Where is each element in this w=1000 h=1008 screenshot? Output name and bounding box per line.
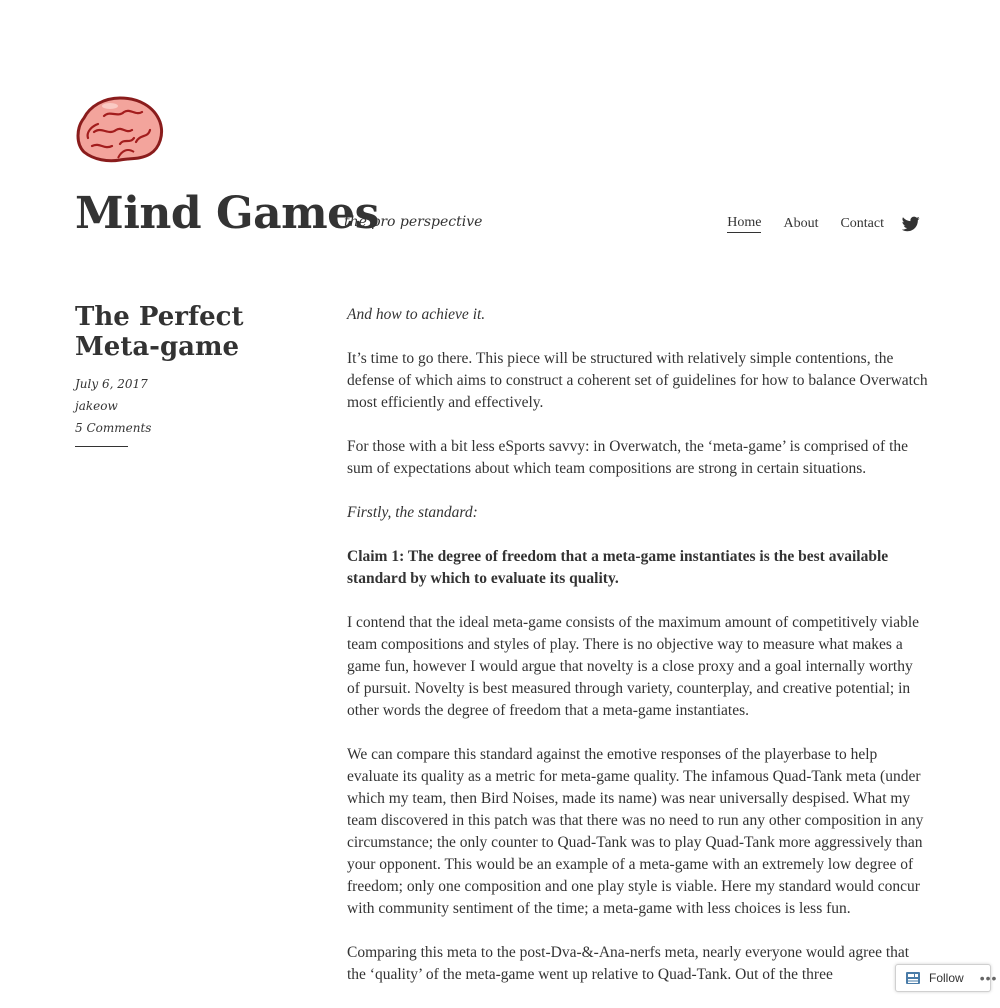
follow-button[interactable] <box>905 971 964 985</box>
post-paragraph: Firstly, the standard: <box>347 504 478 521</box>
site-tagline: the pro perspective <box>344 214 483 230</box>
post-claim: Claim 1: The degree of freedom that a meta-game instantiates is the best available standard by which to evaluate its quality. <box>347 548 889 587</box>
nav-item-contact[interactable]: Contact <box>840 216 884 231</box>
post-comments-link[interactable]: 5 Comments <box>75 421 152 435</box>
post-title-line1[interactable]: The Perfect <box>75 302 244 332</box>
post-title-line2[interactable]: Meta-game <box>75 332 240 362</box>
post-date[interactable]: July 6, 2017 <box>75 377 148 391</box>
post-paragraph: For those with a bit less eSports savvy: in Overwatch, the ‘meta-game’ is comprised of the sum of expectations about which team compositions are strong in certain situations. <box>347 438 909 477</box>
post-content <box>347 304 929 1008</box>
follow-widget <box>895 964 998 992</box>
post-paragraph: We can compare this standard against the emotive responses of the playerbase to help evaluate its quality as a metric for meta-game quality. The infamous Quad-Tank meta (under which my team, then Bird Noises, made its name) was near universally despised. What my team discovered in this patch was that there was no need to run any other composition in any circumstance; the only counter to Quad-Tank was to play Quad-Tank more aggressively than your opponent. This would be an example of a meta-game with an extremely low degree of freedom; only one composition and one play style is viable. Here my standard would concur with community sentiment of the time; a meta-game with less choices is less fun. <box>347 746 924 917</box>
nav-item-about[interactable]: About <box>783 216 819 231</box>
post-author[interactable]: jakeow <box>75 399 118 413</box>
reader-icon <box>905 971 921 985</box>
post-title[interactable] <box>75 302 315 362</box>
follow-label: Follow <box>929 971 964 985</box>
entry-header <box>75 302 315 447</box>
brain-icon[interactable] <box>74 92 164 164</box>
site-title[interactable]: Mind Games <box>75 188 379 239</box>
more-options-icon[interactable]: ••• <box>979 970 998 986</box>
post-paragraph: It’s time to go there. This piece will be structured with relatively simple contentions, the defense of which aims to construct a coherent set of guidelines for how to balance Overwatch most efficiently and effectively. <box>347 350 928 411</box>
post-paragraph: And how to achieve it. <box>347 306 486 323</box>
twitter-icon[interactable] <box>902 216 920 232</box>
post-paragraph: Comparing this meta to the post-Dva-&-Ana-nerfs meta, nearly everyone would agree that the ‘quality’ of the meta-game went up relative to Quad-Tank. Out of the three <box>347 944 910 983</box>
main-navigation <box>705 215 920 233</box>
post-paragraph: I contend that the ideal meta-game consists of the maximum amount of competitively viable team compositions and styles of play. There is no objective way to measure what makes a game fun, however I would argue that novelty is a close proxy and a goal internally worthy of pursuit. Novelty is best measured through variety, counterplay, and creative potential; in other words the degree of freedom that a meta-game instantiates. <box>347 614 920 719</box>
meta-divider <box>75 446 128 447</box>
nav-item-home[interactable]: Home <box>727 215 761 233</box>
